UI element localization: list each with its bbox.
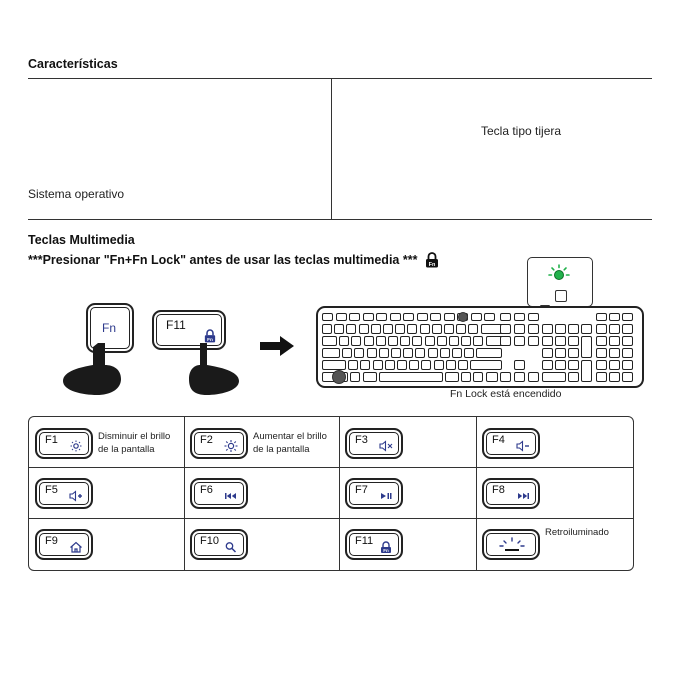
key-label: F4 — [492, 434, 505, 446]
keyboard-key — [609, 372, 620, 382]
keyboard-key — [542, 324, 553, 334]
keyboard-key — [430, 313, 441, 321]
keyboard-key — [322, 360, 346, 370]
keyboard-key — [456, 324, 466, 334]
keyboard-key — [500, 372, 511, 382]
keyboard-key — [428, 348, 438, 358]
f1-key — [35, 428, 93, 459]
keyboard-key — [334, 324, 344, 334]
grid-row-divider — [29, 518, 633, 519]
keyboard-key — [403, 313, 414, 321]
backlight-icon — [498, 536, 526, 554]
keyboard-key — [458, 312, 468, 322]
key-description: Aumentar el brillo de la pantalla — [253, 431, 327, 455]
keyboard-key — [432, 324, 442, 334]
keyboard-key — [379, 348, 389, 358]
keyboard-key — [473, 336, 483, 346]
keyboard-key — [622, 313, 633, 321]
brightness-down-icon — [69, 440, 83, 452]
mute-icon — [379, 440, 393, 452]
keyboard-key — [350, 372, 360, 382]
keyboard-key — [379, 372, 443, 382]
previous-track-icon — [224, 490, 238, 502]
keyboard-key — [609, 360, 620, 370]
keyboard-key — [339, 336, 349, 346]
volume-down-icon — [516, 440, 530, 452]
f11-key-label: F11 — [166, 318, 186, 332]
feature-operating-system: Sistema operativo — [28, 187, 125, 201]
grid-col-divider — [184, 417, 185, 570]
keyboard-key — [415, 348, 425, 358]
keyboard-key — [346, 324, 356, 334]
hand-pressing-fn-icon — [62, 343, 122, 395]
keyboard-key — [471, 313, 482, 321]
keyboard-key — [354, 348, 364, 358]
keyboard-key — [514, 360, 525, 370]
play-pause-icon — [379, 490, 393, 502]
fn-lock-led-callout — [527, 257, 593, 307]
volume-up-icon — [69, 490, 83, 502]
keyboard-key — [473, 372, 483, 382]
keyboard-key — [528, 372, 539, 382]
key-label: F7 — [355, 484, 368, 496]
keyboard-key — [322, 313, 333, 321]
keyboard-key — [622, 324, 633, 334]
right-arrow-icon — [260, 336, 294, 356]
keyboard-key — [542, 336, 553, 346]
keyboard-key — [461, 336, 471, 346]
led-on-icon — [546, 264, 572, 286]
keyboard-key — [581, 336, 592, 358]
keyboard-key — [568, 324, 579, 334]
grid-col-divider — [339, 417, 340, 570]
keyboard-key — [437, 336, 447, 346]
fn-lock-icon — [425, 252, 439, 268]
fn-lock-instruction: ***Presionar "Fn+Fn Lock" antes de usar las teclas multimedia *** — [28, 253, 418, 267]
key-label: F10 — [200, 535, 219, 547]
keyboard-key — [425, 336, 435, 346]
keyboard-key — [470, 360, 502, 370]
keyboard-key — [555, 324, 566, 334]
keyboard-key — [555, 336, 566, 346]
keyboard-key — [568, 372, 579, 382]
keyboard-key — [385, 360, 395, 370]
keyboard-key — [417, 313, 428, 321]
keyboard-key — [444, 313, 455, 321]
key-label: F5 — [45, 484, 58, 496]
keyboard-key — [403, 348, 413, 358]
grid-row-divider — [29, 467, 633, 468]
grid-col-divider — [476, 417, 477, 570]
keyboard-key — [376, 336, 386, 346]
f4-key — [482, 428, 540, 459]
keyboard-key — [383, 324, 393, 334]
key-label: F11 — [355, 535, 374, 547]
feature-scissor-switch: Tecla tipo tijera — [481, 124, 562, 138]
keyboard-key — [609, 313, 620, 321]
search-icon — [224, 541, 238, 553]
keyboard-key — [440, 348, 450, 358]
key-label: F2 — [200, 434, 213, 446]
keyboard-key — [596, 360, 607, 370]
keyboard-key — [349, 313, 360, 321]
fn-lock-icon — [379, 541, 393, 553]
f11-key — [345, 529, 403, 560]
keyboard-key — [420, 324, 430, 334]
f3-key — [345, 428, 403, 459]
keyboard-key — [359, 324, 369, 334]
keyboard-key — [596, 313, 607, 321]
keyboard-illustration — [316, 306, 644, 388]
keyboard-key — [412, 336, 422, 346]
keyboard-key — [322, 348, 340, 358]
features-table-bottom-border — [28, 219, 652, 220]
keyboard-key — [446, 360, 456, 370]
keyboard-key — [373, 360, 383, 370]
keyboard-key — [528, 324, 539, 334]
keyboard-key — [500, 313, 511, 321]
brightness-up-icon — [224, 440, 238, 452]
keyboard-key — [568, 348, 579, 358]
keyboard-key — [363, 313, 374, 321]
key-label: F3 — [355, 434, 368, 446]
features-table-divider — [331, 78, 332, 219]
keyboard-key — [395, 324, 405, 334]
fn-key-label: Fn — [102, 321, 117, 335]
keyboard-key — [555, 360, 566, 370]
fn-lock-icon — [204, 329, 216, 343]
svg-text:Fn: Fn — [207, 336, 213, 342]
keyboard-key — [542, 360, 553, 370]
keyboard-key — [376, 313, 387, 321]
keyboard-key — [514, 372, 525, 382]
keyboard-key — [452, 348, 462, 358]
keyboard-key — [390, 313, 401, 321]
keyboard-key — [542, 348, 553, 358]
keyboard-key — [622, 372, 633, 382]
keyboard-key — [596, 324, 607, 334]
multimedia-keys-grid — [28, 416, 634, 571]
keyboard-key — [568, 360, 579, 370]
key-label: F1 — [45, 434, 58, 446]
keyboard-key — [514, 324, 525, 334]
keyboard-key — [342, 348, 352, 358]
key-label: F8 — [492, 484, 505, 496]
keyboard-key — [322, 324, 332, 334]
keyboard-key — [360, 360, 370, 370]
keyboard-key — [555, 348, 566, 358]
keyboard-key — [476, 348, 502, 358]
fn-lock-caption: Fn Lock está encendido — [450, 388, 562, 400]
features-heading: Características — [28, 57, 118, 71]
keyboard-key — [391, 348, 401, 358]
key-label: F6 — [200, 484, 213, 496]
keyboard-key — [351, 336, 361, 346]
backlight-key — [482, 529, 540, 560]
keyboard-key — [500, 324, 511, 334]
keyboard-key — [622, 336, 633, 346]
keyboard-key — [500, 336, 511, 346]
keyboard-key — [596, 336, 607, 346]
next-track-icon — [516, 490, 530, 502]
keyboard-key — [581, 360, 592, 382]
f9-key — [35, 529, 93, 560]
fn-lock-led-button — [555, 290, 567, 302]
f10-key — [190, 529, 248, 560]
keyboard-key — [514, 313, 525, 321]
keyboard-key — [514, 336, 525, 346]
keyboard-key — [596, 372, 607, 382]
keyboard-key — [528, 313, 539, 321]
keyboard-key — [332, 370, 346, 384]
f5-key — [35, 478, 93, 509]
multimedia-heading: Teclas Multimedia — [28, 233, 135, 247]
keyboard-key — [348, 360, 358, 370]
keyboard-key — [444, 324, 454, 334]
keyboard-key — [468, 324, 478, 334]
keyboard-key — [364, 336, 374, 346]
home-icon — [69, 541, 83, 553]
hand-pressing-f11-icon — [188, 343, 250, 395]
keyboard-key — [434, 360, 444, 370]
keyboard-key — [371, 324, 381, 334]
keyboard-key — [449, 336, 459, 346]
keyboard-key — [336, 313, 347, 321]
keyboard-key — [322, 336, 337, 346]
f2-key — [190, 428, 248, 459]
keyboard-key — [400, 336, 410, 346]
keyboard-key — [367, 348, 377, 358]
keyboard-key — [484, 313, 495, 321]
key-label: F9 — [45, 535, 58, 547]
keyboard-key — [596, 348, 607, 358]
keyboard-key — [464, 348, 474, 358]
key-description: Disminuir el brillo de la pantalla — [98, 431, 171, 455]
f6-key — [190, 478, 248, 509]
keyboard-key — [568, 336, 579, 346]
keyboard-key — [528, 336, 539, 346]
keyboard-key — [397, 360, 407, 370]
features-table-top-border — [28, 78, 652, 79]
keyboard-key — [622, 360, 633, 370]
keyboard-key — [458, 360, 468, 370]
keyboard-key — [445, 372, 459, 382]
svg-text:Fn: Fn — [428, 261, 436, 268]
keyboard-key — [409, 360, 419, 370]
keyboard-key — [407, 324, 417, 334]
keyboard-key — [421, 360, 431, 370]
keyboard-key — [461, 372, 471, 382]
keyboard-key — [486, 372, 498, 382]
keyboard-key — [609, 324, 620, 334]
keyboard-key — [542, 372, 566, 382]
keyboard-key — [581, 324, 592, 334]
key-description: Retroiluminado — [545, 527, 609, 538]
f8-key — [482, 478, 540, 509]
svg-text:Fn: Fn — [383, 548, 389, 553]
keyboard-key — [609, 348, 620, 358]
keyboard-key — [363, 372, 377, 382]
keyboard-key — [609, 336, 620, 346]
keyboard-key — [622, 348, 633, 358]
f7-key — [345, 478, 403, 509]
keyboard-key — [388, 336, 398, 346]
